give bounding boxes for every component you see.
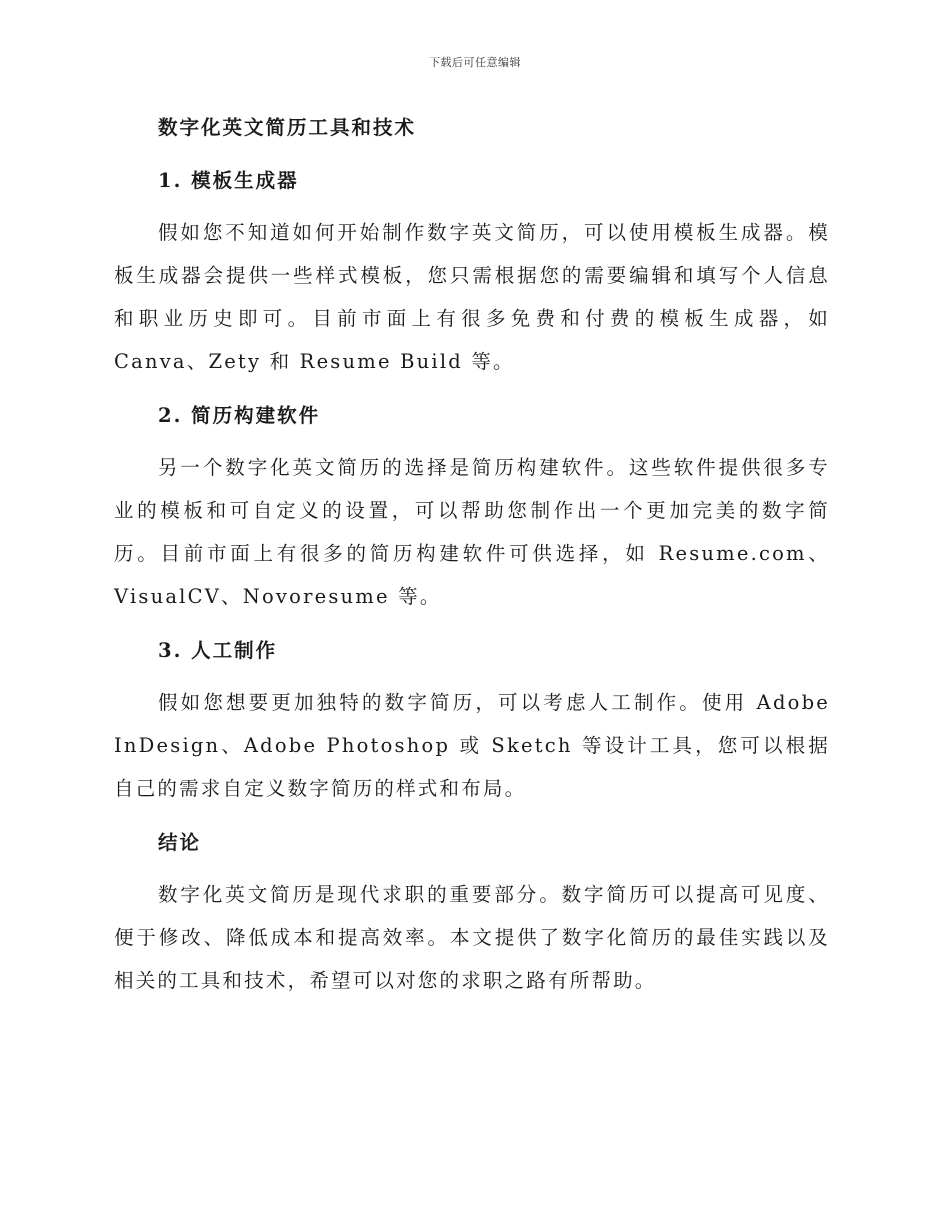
- section-resume-builder-software: [114, 396, 830, 618]
- section-paragraph: 另一个数字化英文简历的选择是简历构建软件。这些软件提供很多专业的模板和可自定义的设置，可以帮助您制作出一个更加完美的数字简历。目前市面上有很多的简历构建软件可供选择，如 Resume.com、VisualCV、Novoresume 等。: [114, 456, 830, 608]
- section-heading: 3. 人工制作: [158, 639, 278, 662]
- section-paragraph: 假如您不知道如何开始制作数字英文简历，可以使用模板生成器。模板生成器会提供一些样式模板，您只需根据您的需要编辑和填写个人信息和职业历史即可。目前市面上有很多免费和付费的模板生成器，如 Canva、Zety 和 Resume Build 等。: [114, 221, 830, 373]
- document-body: [114, 108, 830, 1002]
- section-paragraph: 假如您想要更加独特的数字简历，可以考虑人工制作。使用 Adobe InDesign、Adobe Photoshop 或 Sketch 等设计工具，您可以根据自己的需求自定义数字简历的样式和布局。: [114, 691, 830, 800]
- section-heading: 结论: [158, 831, 202, 854]
- section-paragraph: 数字化英文简历是现代求职的重要部分。数字简历可以提高可见度、便于修改、降低成本和提高效率。本文提供了数字化简历的最佳实践以及相关的工具和技术，希望可以对您的求职之路有所帮助。: [114, 883, 830, 992]
- page-header-note: 下载后可任意编辑: [429, 56, 521, 69]
- document-title: 数字化英文简历工具和技术: [158, 116, 417, 139]
- section-manual-creation: [114, 631, 830, 810]
- section-heading: 2. 简历构建软件: [158, 404, 321, 427]
- section-conclusion: [114, 823, 830, 1002]
- section-template-generator: [114, 161, 830, 383]
- section-heading: 1. 模板生成器: [158, 169, 299, 192]
